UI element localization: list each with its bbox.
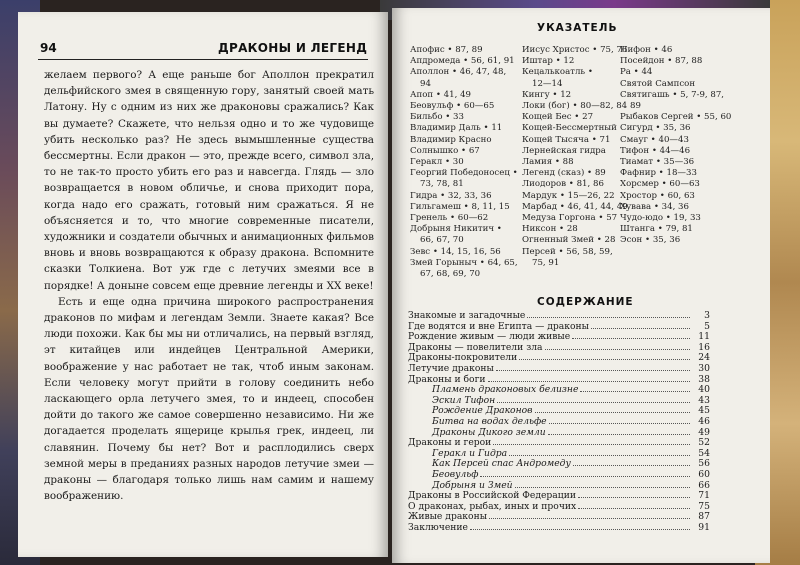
toc-leader-dots: [497, 402, 690, 403]
index-entry: Святигашь • 5, 7-9, 87,: [620, 89, 725, 100]
paragraph: желаем первого? А еще раньше бог Аполлон прекратил дельфийского змея в священную гору, занятый своей мать Латону. Ну с одним из них же драконовы сражались? Как вы думаете? Скажете, что нельзя одно и то же чудовище убить несколько раз? Не здесь вымышленные существа бессмертны. Если дракон — это, прежде всего, символ зла, то не так-то просто убить его раз и навсегда. Глядь — зло возвращается в новом обличье, и снова приходит пора, когда надо его сражать, готовый ним сражаться. Я не объясняется и то, что многие современные писатели, художники и создатели обычных и анимационных фильмов вновь и вновь возвращаются к образу дракона. Вспомните сказки Толкиена. Вот уж где с летучих змеями все в порядке! А доныне совсем еще древние легенды и XX веке!: [44, 69, 374, 292]
toc-entry-title: Где водятся и вне Египта — драконы: [408, 320, 589, 332]
toc-leader-dots: [519, 359, 690, 360]
index-entry: Тифон • 44—46: [620, 145, 691, 156]
index-entry: Добрыня Никитич •: [410, 224, 502, 235]
toc-entry-title: Драконы Дикого земли: [432, 426, 546, 438]
index-entry: 67, 68, 69, 70: [420, 269, 481, 280]
toc-entry-title: Битва на водах дельфе: [432, 415, 547, 427]
toc-entry-title: Рождение Драконов: [432, 405, 533, 417]
toc-entry-page: 71: [698, 490, 710, 502]
toc-entry-page: 24: [698, 352, 710, 364]
index-entry: 12—14: [532, 78, 563, 89]
toc-leader-dots: [591, 328, 690, 329]
index-entry: 94: [420, 78, 431, 89]
index-title: УКАЗАТЕЛЬ: [537, 22, 618, 34]
toc-entry-title: О драконах, рыбах, иных и прочих: [408, 500, 577, 512]
index-entry: Святой Сампсон: [620, 78, 696, 89]
toc-entry-title: Драконы и герои: [408, 437, 492, 449]
index-entry: Локи (бог) • 80—82, 84: [522, 101, 628, 112]
index-entry: Легенд (сказ) • 89: [522, 168, 606, 179]
toc-entry-page: 3: [704, 310, 710, 321]
index-entry: 75, 91: [532, 257, 560, 268]
toc-entry-page: 91: [698, 521, 710, 533]
index-entry: Марбад • 46, 41, 44, 49: [522, 201, 628, 212]
index-entry: Кощей-Бессмертный: [522, 123, 617, 134]
toc-entry-title: Драконы в Российской Федерации: [408, 490, 576, 502]
index-entry: Гильгамеш • 8, 11, 15: [410, 201, 510, 212]
toc-entry-page: 11: [698, 331, 710, 343]
toc-entry-title: Пламень драконовых белизне: [432, 384, 579, 396]
toc-entry-title: Драконы — повелители зла: [408, 341, 543, 353]
index-entry: 89: [630, 101, 641, 112]
toc-entry-page: 16: [698, 341, 710, 353]
toc-leader-dots: [470, 529, 690, 530]
index-entry: Кецалькоатль •: [522, 67, 593, 78]
index-entry: Рыбаков Сергей • 55, 60: [620, 112, 732, 123]
index-entry: Хорсмер • 60—63: [620, 179, 700, 190]
toc-entry-page: 52: [698, 437, 710, 449]
toc-leader-dots: [496, 370, 690, 371]
index-entry: Бильбо • 33: [410, 112, 464, 123]
index-entry: Мардук • 15—26, 22: [522, 190, 615, 201]
toc-entry-title: Добрыня и Змей: [432, 479, 513, 491]
toc-leader-dots: [578, 497, 690, 498]
toc-entry-title: Рождение живым — люди живые: [408, 331, 571, 343]
index-entry: Ра • 44: [620, 67, 653, 78]
index-entry: Сигурд • 35, 36: [620, 123, 691, 134]
toc-row: [408, 311, 710, 322]
toc-row: [408, 470, 710, 481]
index-column-2: [522, 45, 628, 269]
index-column-3: [620, 45, 731, 247]
running-title: ДРАКОНЫ И ЛЕГЕНД: [218, 41, 368, 55]
toc-entry-page: 66: [698, 479, 710, 491]
toc-entry-page: 49: [698, 426, 710, 438]
index-entry: Аполлон • 46, 47, 48,: [410, 67, 507, 78]
toc-leader-dots: [548, 434, 690, 435]
index-entry: Апофис • 87, 89: [410, 45, 483, 55]
toc-leader-dots: [515, 487, 690, 488]
toc-entry-title: Беовульф: [432, 468, 479, 480]
index-entry: Кощей Бес • 27: [522, 112, 594, 123]
toc-row: [408, 417, 710, 428]
index-entry: Тиамат • 35—36: [620, 157, 695, 168]
index-entry: Иштар • 12: [522, 56, 575, 67]
index-entry: Зевс • 14, 15, 16, 56: [410, 246, 501, 257]
toc-entry-title: Живые драконы: [408, 511, 488, 523]
index-entry: Медуза Горгона • 57: [522, 213, 618, 224]
index-entry: Кингу • 12: [522, 89, 572, 100]
paragraph: Есть и еще одна причина широкого распространения драконов по мифам и легендам Земли. Знаете какая? Все люди похожи. Как бы мы ни отличались, на первый взгляд, эт китайцев или индейцев Центральной Америки, воображение у нас работает не так, чтоб иным законам. Если человеку могут прийти в голову соединить небо ласкающего орла летучего змея, то и индеец, способен дойти до такого же самое совершенно независимо. Ни же догадается проделать ящерице крылья грек, индеец, ли славянин. Почему бы нет? Вот и расплодились сверх земной меры в преданиях разных народов летучие змеи — драконы — благодаря только лишь нам самим и нашему воображению.: [44, 295, 374, 503]
toc-leader-dots: [489, 518, 690, 519]
index-entry: Гидра • 32, 33, 36: [410, 190, 492, 201]
table-of-contents: [408, 311, 710, 533]
index-entry: Лернейская гидра: [522, 145, 606, 156]
toc-entry-page: 54: [698, 447, 710, 459]
toc-leader-dots: [493, 444, 690, 445]
index-entry: Эсон • 35, 36: [620, 235, 681, 246]
toc-row: [408, 523, 710, 534]
index-entry: Лиодоров • 81, 86: [522, 179, 604, 190]
toc-leader-dots: [578, 508, 690, 509]
index-entry: 73, 78, 81: [420, 179, 464, 190]
toc-entry-page: 75: [698, 500, 710, 512]
left-page: [18, 12, 388, 557]
index-entry: Апоп • 41, 49: [410, 89, 472, 100]
toc-leader-dots: [545, 349, 690, 350]
page-number: 94: [40, 41, 57, 55]
toc-entry-page: 43: [698, 394, 710, 406]
index-entry: Апдромеда • 56, 61, 91: [410, 56, 515, 67]
index-column-1: [410, 45, 518, 280]
toc-entry-title: Знакомые и загадочные: [408, 310, 526, 321]
toc-leader-dots: [580, 391, 690, 392]
toc-leader-dots: [535, 412, 690, 413]
toc-entry-title: Летучие драконы: [408, 362, 494, 374]
toc-entry-page: 46: [698, 415, 710, 427]
index-entry: Огненный Змей • 28: [522, 235, 616, 246]
index-entry: Ламия • 88: [522, 157, 574, 168]
toc-entry-title: Заключение: [408, 521, 468, 533]
toc-leader-dots: [572, 338, 690, 339]
index-entry: Пифон • 46: [620, 45, 673, 55]
toc-leader-dots: [509, 455, 690, 456]
index-entry: Хростор • 60, 63: [620, 190, 695, 201]
index-entry: Фафнир • 18—33: [620, 168, 697, 179]
body-text: [44, 67, 374, 504]
index-entry: Никсон • 28: [522, 224, 578, 235]
index-entry: 66, 67, 70: [420, 235, 464, 246]
toc-entry-title: Эскил Тифон: [432, 394, 496, 406]
toc-entry-page: 87: [698, 511, 710, 523]
toc-leader-dots: [488, 381, 690, 382]
running-header: [38, 37, 368, 60]
toc-entry-page: 60: [698, 468, 710, 480]
index-entry: Беовульф • 60—65: [410, 101, 495, 112]
index-entry: Владимир Даль • 11: [410, 123, 503, 134]
toc-entry-page: 5: [704, 320, 710, 332]
toc-leader-dots: [549, 423, 690, 424]
index-entry: Чудо-юдо • 19, 33: [620, 213, 701, 224]
toc-entry-page: 45: [698, 405, 710, 417]
index-entry: Хувава • 34, 36: [620, 201, 689, 212]
index-entry: Персей • 56, 58, 59,: [522, 246, 613, 257]
toc-entry-page: 40: [698, 384, 710, 396]
index-entry: Геракл • 30: [410, 157, 464, 168]
index-entry: Гренель • 60—62: [410, 213, 489, 224]
index-entry: Штанга • 79, 81: [620, 224, 693, 235]
toc-entry-page: 56: [698, 458, 710, 470]
toc-leader-dots: [527, 317, 690, 318]
index-entry: Иисус Христос • 75, 76: [522, 45, 628, 55]
toc-entry-title: Драконы и боги: [408, 373, 486, 385]
toc-entry-page: 38: [698, 373, 710, 385]
toc-entry-title: Геракл и Гидра: [432, 447, 508, 459]
index-entry: Змей Горыныч • 64, 65,: [410, 257, 518, 268]
index-entry: Солнышко • 67: [410, 145, 480, 156]
index-entry: Смауг • 40—43: [620, 134, 689, 145]
index-entry: Владимир Красно: [410, 134, 492, 145]
index-entry: Кощей Тысяча • 71: [522, 134, 611, 145]
toc-entry-title: Драконы-покровители: [408, 352, 518, 364]
toc-leader-dots: [480, 476, 690, 477]
contents-title: СОДЕРЖАНИЕ: [537, 296, 634, 308]
toc-entry-title: Как Персей спас Андромеду: [432, 458, 571, 470]
index-entry: Посейдон • 87, 88: [620, 56, 703, 67]
toc-row: [408, 364, 710, 375]
index-entry: Георгий Победоносец •: [410, 168, 518, 179]
toc-leader-dots: [573, 465, 690, 466]
toc-entry-page: 30: [698, 362, 710, 374]
